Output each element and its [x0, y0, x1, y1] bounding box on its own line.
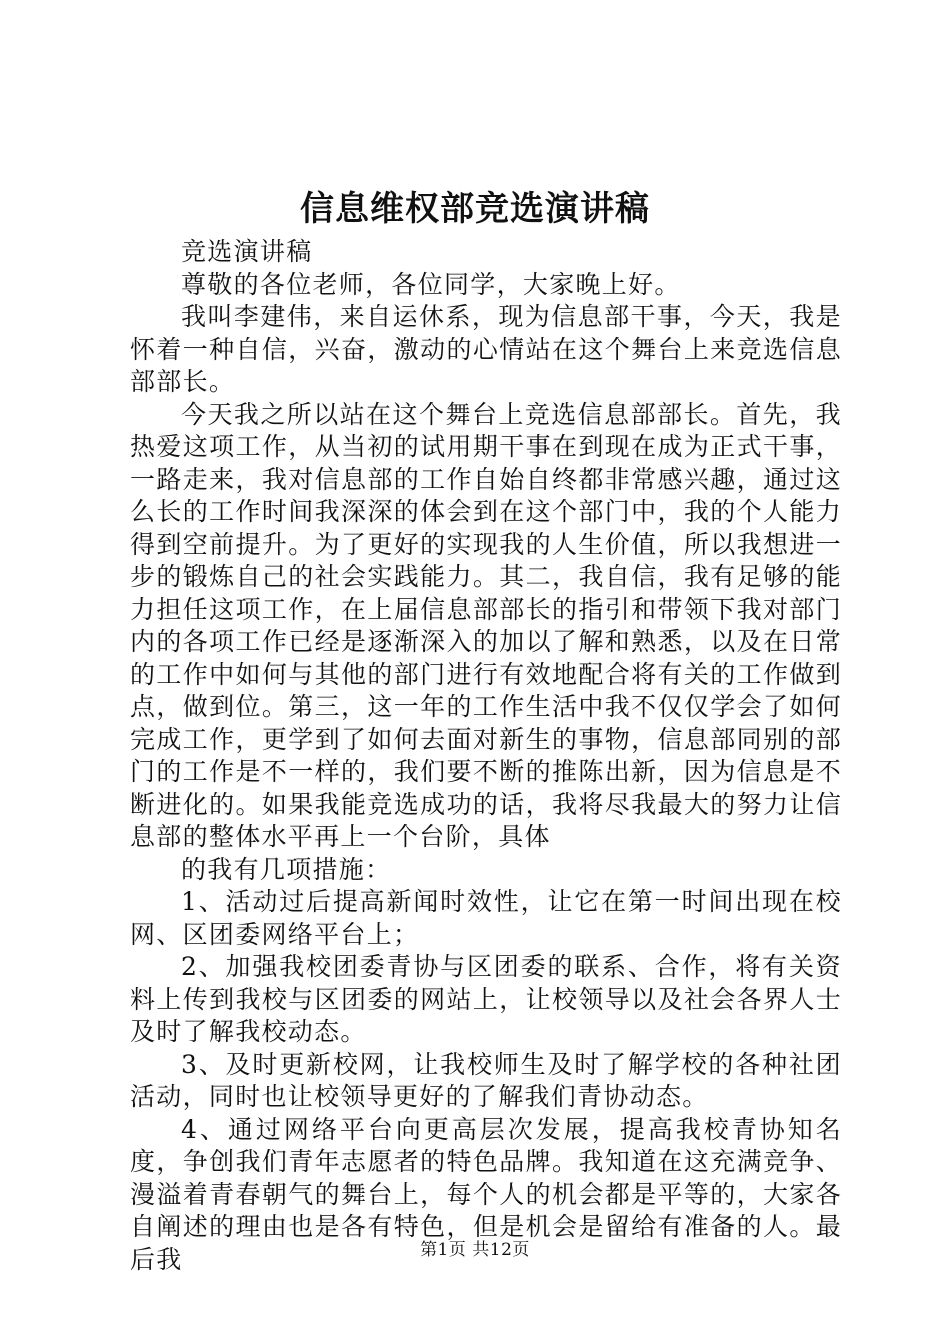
- paragraph-reasons: 今天我之所以站在这个舞台上竞选信息部部长。首先，我热爱这项工作，从当初的试用期干事在到现在成为正式干事，一路走来，我对信息部的工作自始自终都非常感兴趣，通过这么长的工作时间我深深的体会到在这个部门中，我的个人能力得到空前提升。为了更好的实现我的人生价值，所以我想进一步的锻炼自己的社会实践能力。其二，我自信，我有足够的能力担任这项工作，在上届信息部部长的指引和带领下我对部门内的各项工作已经是逐渐深入的加以了解和熟悉，以及在日常的工作中如何与其他的部门进行有效地配合将有关的工作做到点，做到位。第三，这一年的工作生活中我不仅仅学会了如何完成工作，更学到了如何去面对新生的事物，信息部同别的部门的工作是不一样的，我们要不断的推陈出新，因为信息是不断进化的。如果我能竞选成功的话，我将尽我最大的努力让信息部的整体水平再上一个台阶，具体: [130, 399, 842, 851]
- paragraph-measure-2: 2、加强我校团委青协与区团委的联系、合作，将有关资料上传到我校与区团委的网站上，让校领导以及社会各界人士及时了解我校动态。: [130, 952, 842, 1046]
- page-footer: 第1页 共12页: [420, 1240, 530, 1260]
- paragraph-introduction: 我叫李建伟，来自运休系，现为信息部干事，今天，我是怀着一种自信，兴奋，激动的心情站在这个舞台上来竞选信息部部长。: [130, 302, 842, 396]
- paragraph-measures-intro: 的我有几项措施：: [181, 854, 392, 884]
- paragraph-measure-4: 4、通过网络平台向更高层次发展，提高我校青协知名度，争创我们青年志愿者的特色品牌。我知道在这充满竞争、漫溢着青春朝气的舞台上，每个人的机会都是平等的，大家各自阐述的理由也是各有特色，但是机会是留给有准备的人。最后我: [130, 1114, 842, 1274]
- document-title: 信息维权部竞选演讲稿: [300, 189, 650, 229]
- paragraph-heading: 竞选演讲稿: [181, 237, 313, 266]
- document-body: [130, 236, 842, 1276]
- paragraph-measure-3: 3、及时更新校网，让我校师生及时了解学校的各种社团活动，同时也让校领导更好的了解我们青协动态。: [130, 1049, 842, 1111]
- paragraph-greeting: 尊敬的各位老师，各位同学，大家晚上好。: [181, 269, 681, 299]
- paragraph-measure-1: 1、活动过后提高新闻时效性，让它在第一时间出现在校网、区团委网络平台上；: [130, 887, 842, 949]
